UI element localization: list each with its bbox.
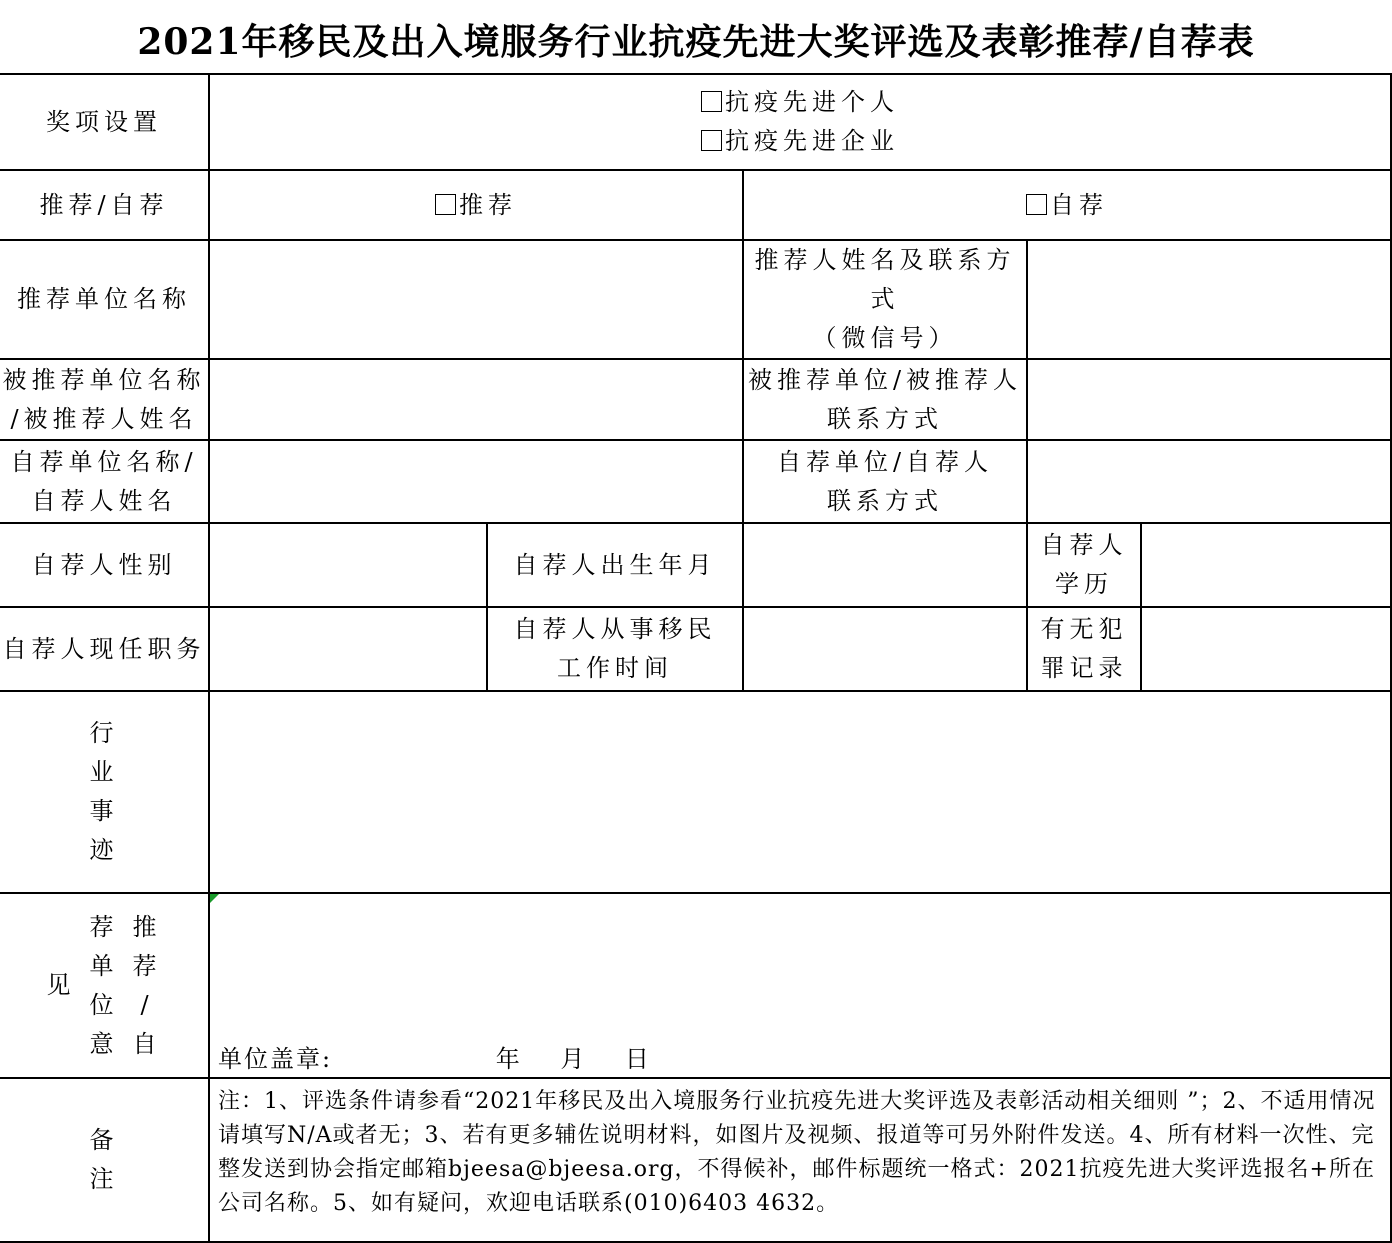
checkbox-icon[interactable] bbox=[1026, 194, 1047, 215]
self-contact-label: 自荐单位/自荐人 联系方式 bbox=[743, 440, 1027, 523]
work-time-field[interactable] bbox=[743, 607, 1027, 691]
checkbox-icon[interactable] bbox=[701, 130, 722, 151]
nominee-label: 被推荐单位名称 /被推荐人姓名 bbox=[0, 359, 209, 440]
checkbox-icon[interactable] bbox=[435, 194, 456, 215]
self-position-row bbox=[0, 607, 1391, 691]
gender-label: 自荐人性别 bbox=[0, 523, 209, 607]
nomination-form bbox=[0, 73, 1392, 1243]
recommender-unit-label: 推荐单位名称 bbox=[0, 240, 209, 359]
recommender-row bbox=[0, 240, 1391, 359]
education-field[interactable] bbox=[1141, 523, 1391, 607]
award-options bbox=[209, 74, 1391, 170]
criminal-record-field[interactable] bbox=[1141, 607, 1391, 691]
checkbox-icon[interactable] bbox=[701, 91, 722, 112]
option-recommend[interactable]: 推荐 bbox=[209, 170, 743, 240]
self-unit-label: 自荐单位名称/ 自荐人姓名 bbox=[0, 440, 209, 523]
nominee-contact-label: 被推荐单位/被推荐人 联系方式 bbox=[743, 359, 1027, 440]
award-option-individual[interactable]: 抗疫先进个人 bbox=[210, 83, 1390, 122]
remarks-row bbox=[0, 1078, 1391, 1242]
self-gender-row bbox=[0, 523, 1391, 607]
nominee-field[interactable] bbox=[209, 359, 743, 440]
seal-label: 单位盖章: bbox=[218, 1045, 333, 1073]
position-label: 自荐人现任职务 bbox=[0, 607, 209, 691]
cell-marker-icon bbox=[210, 894, 219, 903]
deeds-field[interactable] bbox=[209, 691, 1391, 893]
recommender-unit-field[interactable] bbox=[209, 240, 743, 359]
birth-label: 自荐人出生年月 bbox=[487, 523, 743, 607]
opinion-label: 推 荐 / 自 荐 单 位 意 见 bbox=[0, 893, 209, 1078]
recommender-contact-field[interactable] bbox=[1027, 240, 1391, 359]
award-option-enterprise[interactable]: 抗疫先进企业 bbox=[210, 122, 1390, 161]
date-year: 年 bbox=[495, 1045, 522, 1073]
gender-field[interactable] bbox=[209, 523, 487, 607]
education-label: 自荐人 学历 bbox=[1027, 523, 1141, 607]
award-label: 奖项设置 bbox=[0, 74, 209, 170]
deeds-label: 行 业 事 迹 bbox=[0, 691, 209, 893]
opinion-field[interactable] bbox=[209, 893, 1391, 1078]
self-unit-field[interactable] bbox=[209, 440, 743, 523]
nominee-row bbox=[0, 359, 1391, 440]
date-day: 日 bbox=[624, 1045, 651, 1073]
self-contact-field[interactable] bbox=[1027, 440, 1391, 523]
self-unit-row bbox=[0, 440, 1391, 523]
position-field[interactable] bbox=[209, 607, 487, 691]
recommend-type-row bbox=[0, 170, 1391, 240]
recommender-contact-label: 推荐人姓名及联系方式 （微信号） bbox=[743, 240, 1027, 359]
birth-field[interactable] bbox=[743, 523, 1027, 607]
deeds-row bbox=[0, 691, 1391, 893]
option-self[interactable]: 自荐 bbox=[743, 170, 1391, 240]
form-title: 2021年移民及出入境服务行业抗疫先进大奖评选及表彰推荐/自荐表 bbox=[137, 21, 1255, 63]
nominee-contact-field[interactable] bbox=[1027, 359, 1391, 440]
remarks-label: 备 注 bbox=[0, 1078, 209, 1242]
work-time-label: 自荐人从事移民 工作时间 bbox=[487, 607, 743, 691]
award-row bbox=[0, 74, 1391, 170]
seal-line bbox=[218, 1041, 651, 1077]
date-month: 月 bbox=[560, 1045, 587, 1073]
opinion-row bbox=[0, 893, 1391, 1078]
remarks-text: 注：1、评选条件请参看“2021年移民及出入境服务行业抗疫先进大奖评选及表彰活动相关细则 ”；2、不适用情况请填写N/A或者无；3、若有更多辅佐说明材料，如图片及视频、报道等可另外附件发送。4、所有材料一次性、完整发送到协会指定邮箱bjeesa@bjeesa.org，不得候补，邮件标题统一格式：2021抗疫先进大奖评选报名+所在公司名称。5、如有疑问，欢迎电话联系(010)6403 4632。 bbox=[209, 1078, 1391, 1242]
recommend-type-label: 推荐/自荐 bbox=[0, 170, 209, 240]
criminal-record-label: 有无犯 罪记录 bbox=[1027, 607, 1141, 691]
